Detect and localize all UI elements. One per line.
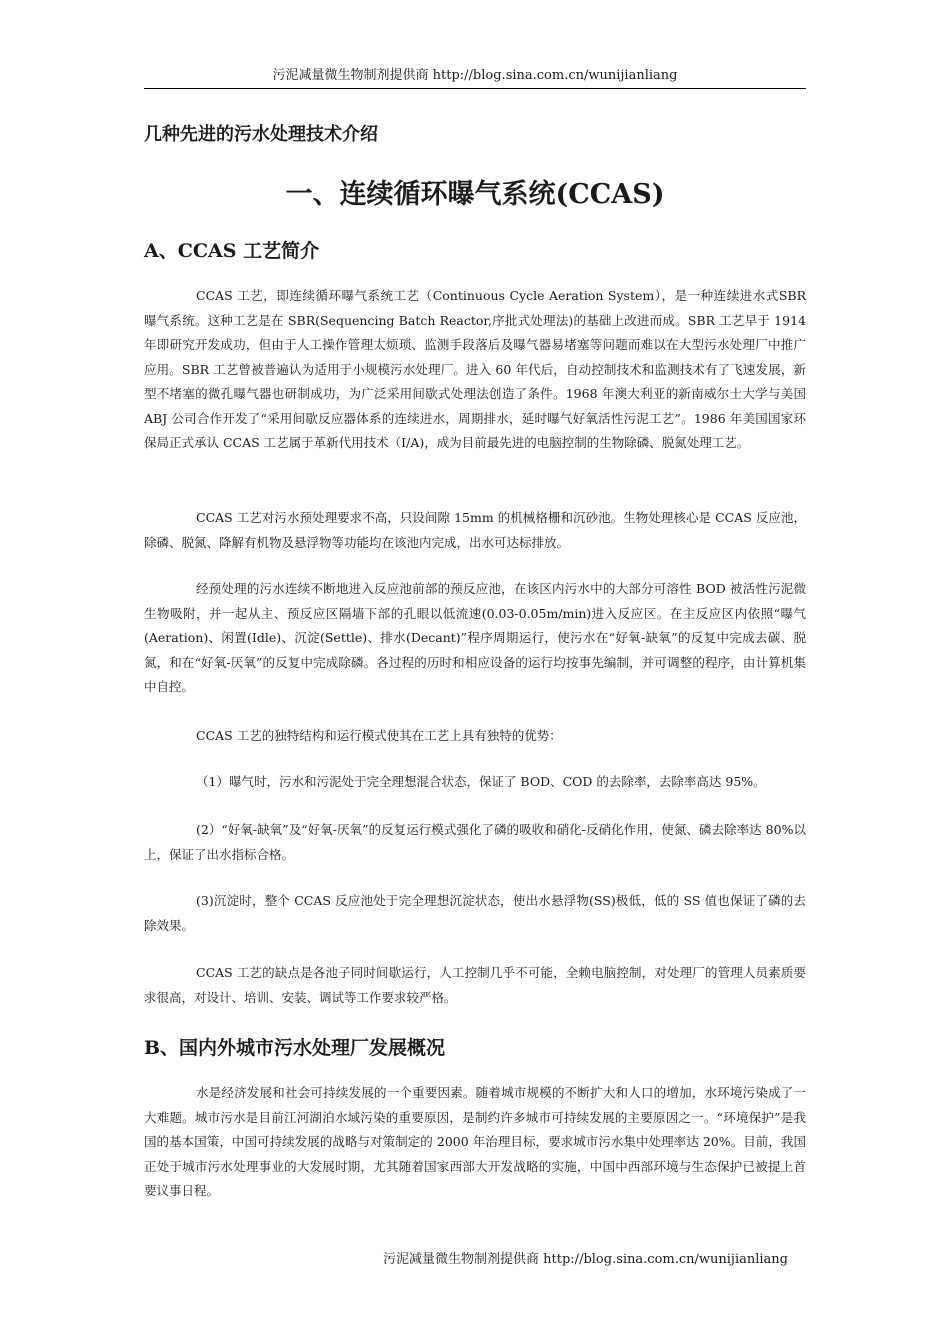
section-a-paragraph: (3)沉淀时，整个 CCAS 反应池处于完全理想沉淀状态，使出水悬浮物(SS)极低，低的 SS 值也保证了磷的去除效果。 [144,893,806,933]
section-a-paragraph: CCAS 工艺对污水预处理要求不高，只设间隙 15mm 的机械格栅和沉砂池。生物处理核心是 CCAS 反应池，除磷、脱氮、降解有机物及悬浮物等功能均在该池内完成，出水可达标排放。 [144,510,806,550]
section-a-heading: A、CCAS 工艺简介 [144,240,320,262]
section-a-paragraph: 经预处理的污水连续不断地进入反应池前部的预反应池，在该区内污水中的大部分可溶性 BOD 被活性污泥微生物吸附，并一起从主、预反应区隔墙下部的孔眼以低流速(0.03-0.05m/min)进入反应区。在主反应区内依照“曝气(Aeration)、闲置(Idle)、沉淀(Settle)、排水(Decant)”程序周期运行，使污水在“好氧-缺氧”的反复中完成去碳、脱氮，和在“好氧-厌氧”的反复中完成除磷。各过程的历时和相应设备的运行均按事先编制，并可调整的程序，由计算机集中自控。 [144,581,806,694]
section-a-para-4-block [144,724,806,749]
section-a-para-7-block [144,889,806,938]
section-a-para-1-block [144,284,806,456]
section-b-heading: B、国内外城市污水处理厂发展概况 [144,1037,446,1059]
section-a-para-2-block [144,506,806,555]
section-a-paragraph: CCAS 工艺的缺点是各池子同时间歇运行，人工控制几乎不可能，全赖电脑控制，对处理厂的管理人员素质要求很高，对设计、培训、安装、调试等工作要求较严格。 [144,965,806,1005]
section-a-para-5-block [144,770,806,795]
section-a-para-3-block [144,577,806,700]
section-a-paragraph: （1）曝气时，污水和污泥处于完全理想混合状态，保证了 BOD、COD 的去除率，去除率高达 95%。 [196,774,766,789]
section-a-para-8-block [144,961,806,1010]
document-title: 几种先进的污水处理技术介绍 [144,124,378,145]
main-title: 一、连续循环曝气系统(CCAS) [285,179,665,210]
section-a-para-6-block [144,818,806,867]
section-b-para-1-block [144,1081,806,1204]
section-a-paragraph: CCAS 工艺，即连续循环曝气系统工艺（Continuous Cycle Aeration System），是一种连续进水式SBR 曝气系统。这种工艺是在 SBR(Sequencing Batch Reactor,序批式处理法)的基础上改进而成。SBR 工艺早于 1914 年即研究开发成功，但由于人工操作管理太烦琐、监测手段落后及曝气器易堵塞等问题而难以在大型污水处理厂中推广应用。SBR 工艺曾被普遍认为适用于小规模污水处理厂。进入 60 年代后，自动控制技术和监测技术有了飞速发展，新型不堵塞的微孔曝气器也研制成功，为广泛采用间歇式处理法创造了条件。1968 年澳大利亚的新南威尔士大学与美国 ABJ 公司合作开发了“采用间歇反应器体系的连续进水，周期排水，延时曝气好氧活性污泥工艺”。1986 年美国国家环保局正式承认 CCAS 工艺属于革新代用技术（I/A)，成为目前最先进的电脑控制的生物除磷、脱氮处理工艺。 [144,288,806,450]
section-a-paragraph: (2）“好氧-缺氧”及“好氧-厌氧”的反复运行模式强化了磷的吸收和硝化-反硝化作用，使氮、磷去除率达 80%以上，保证了出水指标合格。 [144,822,806,862]
section-b-paragraph: 水是经济发展和社会可持续发展的一个重要因素。随着城市规模的不断扩大和人口的增加，水环境污染成了一大难题。城市污水是目前江河湖泊水域污染的重要原因，是制约许多城市可持续发展的主要原因之一。“环境保护”是我国的基本国策，中国可持续发展的战略与对策制定的 2000 年治理目标，要求城市污水集中处理率达 20%。目前，我国正处于城市污水处理事业的大发展时期，尤其随着国家西部大开发战略的实施，中国中西部环境与生态保护已被提上首要议事日程。 [144,1085,806,1198]
page-header: 污泥减量微生物制剂提供商 http://blog.sina.com.cn/wunijianliang [144,66,806,89]
section-a-paragraph: CCAS 工艺的独特结构和运行模式使其在工艺上具有独特的优势： [196,728,562,743]
page-footer: 污泥减量微生物制剂提供商 http://blog.sina.com.cn/wunijianliang [383,1252,788,1267]
